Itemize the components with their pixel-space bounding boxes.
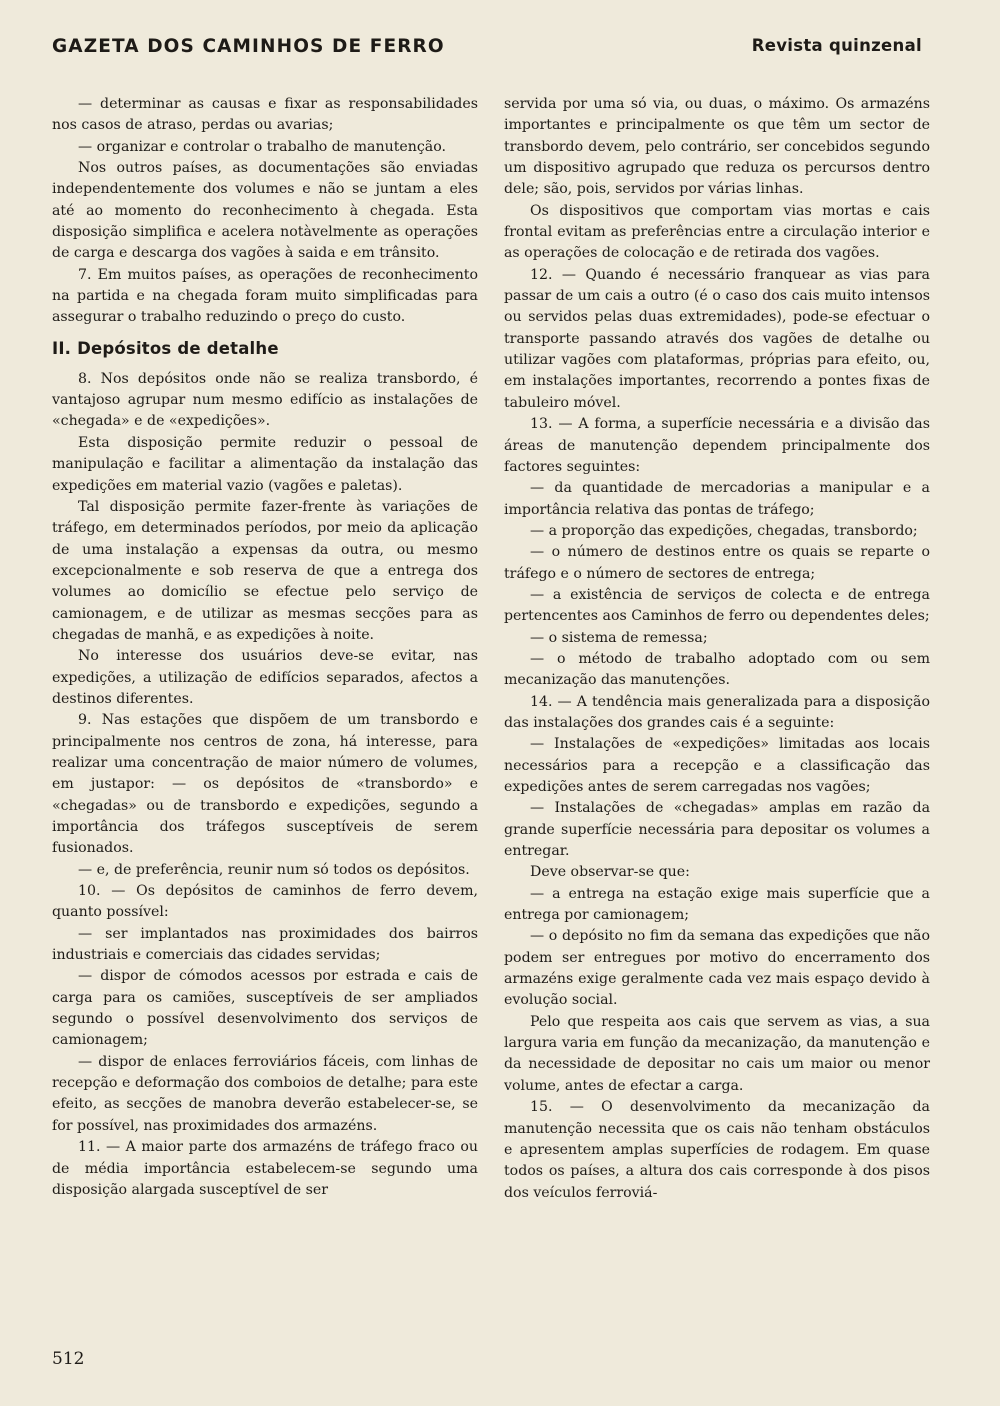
list-item: — o depósito no fim da semana das expedições que não podem ser entregues por motivo do encerramento dos armazéns exige geralmente cada vez mais espaço devido à evolução social. bbox=[504, 928, 930, 1009]
paragraph: Tal disposição permite fazer-frente às variações de tráfego, em determinados períodos, por meio da aplicação de uma instalação a expensas da outra, ou mesmo excepcionalmente e sob reserva de que a entrega dos volumes ao domicílio se efectue pelo serviço de camionagem, e de utilizar as mesmas secções para as chegadas de manhã, e as expedições à noite. bbox=[52, 498, 478, 643]
journal-title: GAZETA DOS CAMINHOS DE FERRO bbox=[52, 36, 445, 57]
list-item: — da quantidade de mercadorias a manipular e a importância relativa das pontas de tráfego; bbox=[504, 480, 930, 518]
list-item: — Instalações de «chegadas» amplas em razão da grande superfície necessária para depositar os volumes a entregar. bbox=[504, 800, 930, 860]
journal-subtitle: Revista quinzenal bbox=[751, 36, 922, 55]
left-column bbox=[52, 94, 478, 1201]
paragraph: Nos outros países, as documentações são enviadas independentemente dos volumes e não se juntam a eles até ao momento do reconhecimento à chegada. Esta disposição simplifica e acelera notàvelmente as operações de carga e descarga dos vagões à saida e em trânsito. bbox=[52, 160, 478, 262]
paragraph: 8. Nos depósitos onde não se realiza transbordo, é vantajoso agrupar num mesmo edifício as instalações de «chegada» e de «expedições». bbox=[52, 370, 478, 430]
paragraph: 10. — Os depósitos de caminhos de ferro devem, quanto possível: bbox=[52, 883, 478, 921]
list-item: — o sistema de remessa; bbox=[530, 629, 708, 646]
list-item: — dispor de enlaces ferroviários fáceis, com linhas de recepção e deformação dos comboios de detalhe; para este efeito, as secções de manobra deverão estabelecer-se, se for possível, nas proximidades dos armazéns. bbox=[52, 1053, 478, 1134]
paragraph: No interesse dos usuários deve-se evitar, nas expedições, a utilização de edifícios separados, afectos a destinos diferentes. bbox=[52, 648, 478, 707]
paragraph: 9. Nas estações que dispõem de um transbordo e principalmente nos centros de zona, há interesse, para realizar uma concentração de maior número de volumes, em justapor: — os depósitos de «transbordo» e «chegadas» ou de transbordo e expedições, segundo a importância dos tráfegos susceptíveis de serem fusionados. bbox=[52, 712, 478, 857]
list-item: — e, de preferência, reunir num só todos os depósitos. bbox=[78, 861, 470, 878]
right-column bbox=[504, 94, 930, 1204]
list-item: — o método de trabalho adoptado com ou sem mecanização das manutenções. bbox=[504, 650, 930, 689]
paragraph: 11. — A maior parte dos armazéns de tráfego fraco ou de média importância estabelecem-se segundo uma disposição alargada susceptível de ser bbox=[52, 1139, 478, 1198]
paragraph: Esta disposição permite reduzir o pessoal de manipulação e facilitar a alimentação da instalação das expedições em material vazio (vagões e paletas). bbox=[52, 434, 478, 494]
list-item: — dispor de cómodos acessos por estrada e cais de carga para os camiões, susceptíveis de ser ampliados segundo o possível desenvolvimento dos serviços de camionagem; bbox=[52, 968, 478, 1049]
paragraph: 12. — Quando é necessário franquear as vias para passar de um cais a outro (é o caso dos cais muito intensos ou servidos pelas duas extremidades), pode-se efectuar o transporte passando através dos vagões de detalhe ou utilizar vagões com plataformas, próprias para efeito, ou, em instalações importantes, recorrendo a pontes fixas de tabuleiro móvel. bbox=[504, 266, 930, 411]
list-item: — o número de destinos entre os quais se reparte o tráfego e o número de sectores de entrega; bbox=[504, 544, 930, 582]
paragraph: 15. — O desenvolvimento da mecanização da manutenção necessita que os cais não tenham obstáculos e apresentem amplas superfícies de rodagem. Em quase todos os países, a altura dos cais corresponde à dos pisos dos veículos ferroviá- bbox=[504, 1099, 930, 1201]
section-heading: II. Depósitos de detalhe bbox=[52, 338, 279, 358]
running-header bbox=[52, 36, 922, 64]
page-number: 512 bbox=[52, 1349, 85, 1369]
left-column-text-after-heading bbox=[52, 369, 478, 1201]
left-column-text-before-heading bbox=[52, 94, 478, 329]
paragraph: 14. — A tendência mais generalizada para a disposição das instalações dos grandes cais é a seguinte: bbox=[504, 693, 930, 731]
paragraph: servida por uma só via, ou duas, o máximo. Os armazéns importantes e principalmente os que têm um sector de transbordo devem, pelo contrário, ser concebidos segundo um dispositivo agrupado que reduza os percursos dentro dele; são, pois, servidos por várias linhas. bbox=[504, 96, 930, 198]
paragraph: Deve observar-se que: bbox=[530, 864, 690, 881]
list-item: — a proporção das expedições, chegadas, transbordo; bbox=[530, 522, 918, 539]
list-item: — a entrega na estação exige mais superfície que a entrega por camionagem; bbox=[504, 885, 930, 924]
paragraph: 7. Em muitos países, as operações de reconhecimento na partida e na chegada foram muito simplificadas para assegurar o trabalho reduzindo o preço do custo. bbox=[52, 266, 478, 326]
list-item: — Instalações de «expedições» limitadas aos locais necessários para a recepção e a classificação das expedições antes de serem carregadas nos vagões; bbox=[504, 736, 930, 795]
paragraph: Pelo que respeita aos cais que servem as vias, a sua largura varia em função da mecanização, da manutenção e da necessidade de depositar no cais um maior ou menor volume, antes de efectar a carga. bbox=[504, 1013, 930, 1094]
paragraph: Os dispositivos que comportam vias mortas e cais frontal evitam as preferências entre a circulação interior e as operações de colocação e de retirada dos vagões. bbox=[504, 202, 930, 262]
paragraph: 13. — A forma, a superfície necessária e a divisão das áreas de manutenção dependem principalmente dos factores seguintes: bbox=[504, 416, 930, 475]
list-item: — organizar e controlar o trabalho de manutenção. bbox=[78, 138, 446, 155]
list-item: — determinar as causas e fixar as responsabilidades nos casos de atraso, perdas ou avarias; bbox=[52, 96, 478, 134]
list-item: — a existência de serviços de colecta e de entrega pertencentes aos Caminhos de ferro ou dependentes deles; bbox=[504, 586, 930, 625]
list-item: — ser implantados nas proximidades dos bairros industriais e comerciais das cidades servidas; bbox=[52, 925, 478, 964]
